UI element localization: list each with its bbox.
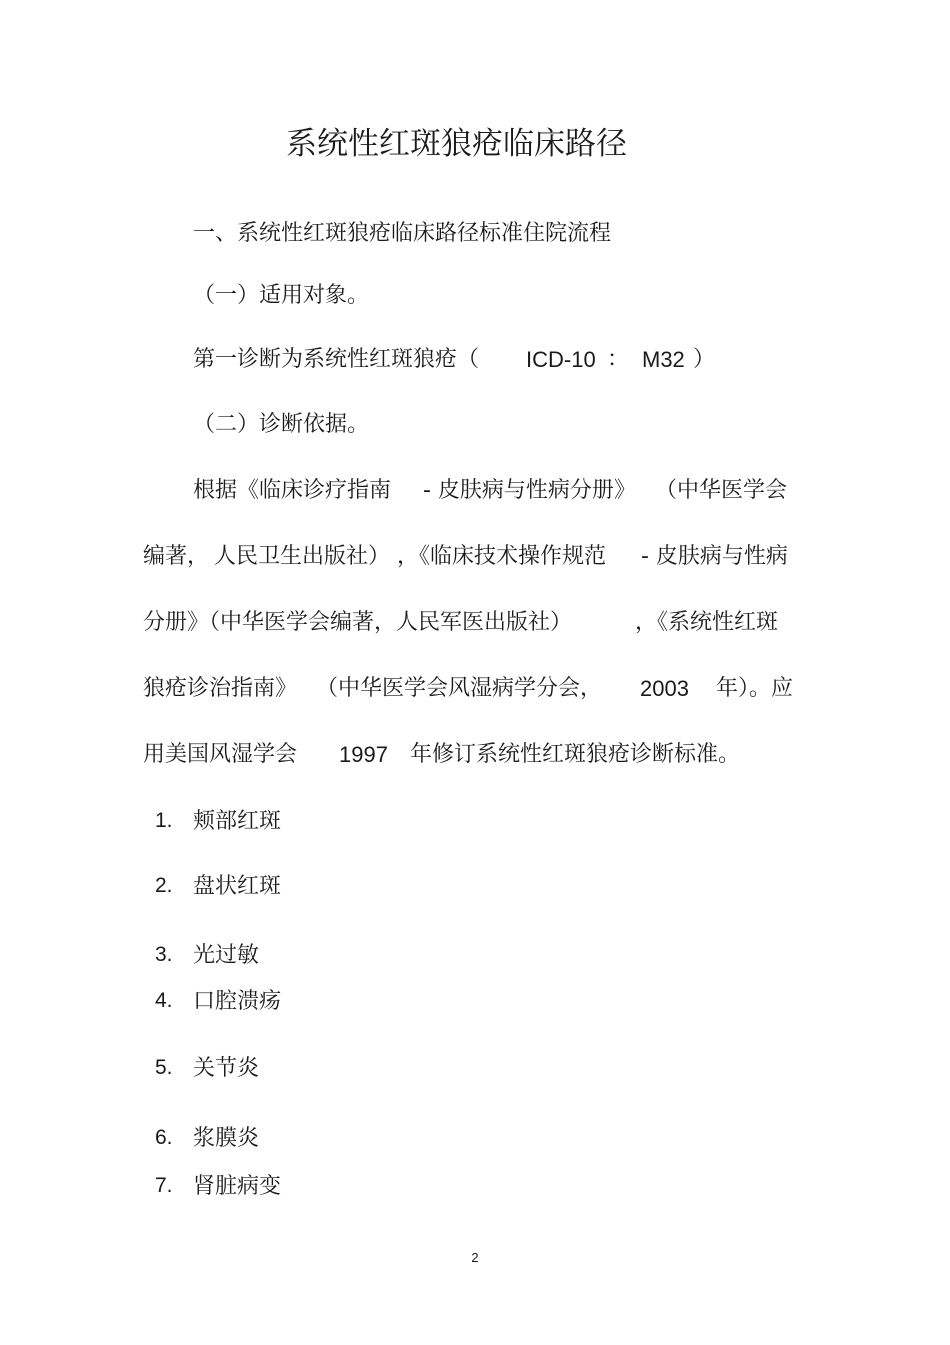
list-item-number: 3. — [155, 943, 173, 966]
basis-line-4b: （中华医学会风湿病学分会， — [316, 676, 603, 701]
list-item-text: 肾脏病变 — [193, 1174, 282, 1199]
subsection-diagnosis-basis: （二）诊断依据。 — [193, 412, 370, 437]
basis-year-1997: 1997 — [339, 742, 388, 767]
list-item-number: 7. — [155, 1174, 173, 1197]
subsection-applicable-subjects: （一）适用对象。 — [193, 283, 370, 308]
basis-line-2b: 人民卫生出版社） — [214, 544, 391, 569]
list-item-text: 颊部红斑 — [193, 809, 282, 834]
basis-line-2c: ，《临床技术操作规范 — [397, 544, 607, 569]
basis-line-5c: 年修订系统性红斑狼疮诊断标准。 — [410, 742, 741, 767]
basis-line-1b: - 皮肤病与性病分册》 — [423, 478, 636, 503]
list-item-number: 1. — [155, 809, 173, 832]
list-item-text: 口腔溃疡 — [193, 989, 282, 1014]
basis-line-1a: 根据《临床诊疗指南 — [193, 478, 392, 503]
icd-label: ICD-10 — [526, 347, 596, 372]
list-item-number: 6. — [155, 1126, 173, 1149]
list-item-number: 2. — [155, 874, 173, 897]
icd-code: M32 — [642, 347, 685, 372]
colon: ： — [607, 347, 630, 372]
list-item-number: 4. — [155, 989, 173, 1012]
list-item-text: 盘状红斑 — [193, 874, 282, 899]
basis-line-1c: （中华医学会 — [655, 478, 788, 503]
close-paren: ） — [693, 347, 716, 372]
basis-line-3b: ，《系统性红斑 — [635, 610, 779, 635]
list-item-number: 5. — [155, 1056, 173, 1079]
basis-line-3a: 分册》（中华医学会编著，人民军医出版社） — [143, 610, 573, 635]
document-title: 系统性红斑狼疮临床路径 — [286, 126, 627, 162]
basis-line-4a: 狼疮诊治指南》 — [143, 676, 298, 701]
basis-line-2d: - 皮肤病与性病 — [641, 544, 788, 569]
section-heading: 一、系统性红斑狼疮临床路径标准住院流程 — [193, 221, 612, 246]
basis-line-4d: 年）。应 — [716, 676, 794, 701]
basis-year-2003: 2003 — [640, 676, 689, 701]
list-item-text: 光过敏 — [193, 943, 260, 968]
basis-line-2a: 编著， — [143, 544, 210, 569]
list-item-text: 关节炎 — [193, 1056, 260, 1081]
basis-line-5a: 用美国风湿学会 — [143, 742, 298, 767]
list-item-text: 浆膜炎 — [193, 1126, 260, 1151]
diagnosis-text: 第一诊断为系统性红斑狼疮（ — [193, 347, 480, 372]
page-number: 2 — [471, 1250, 479, 1265]
